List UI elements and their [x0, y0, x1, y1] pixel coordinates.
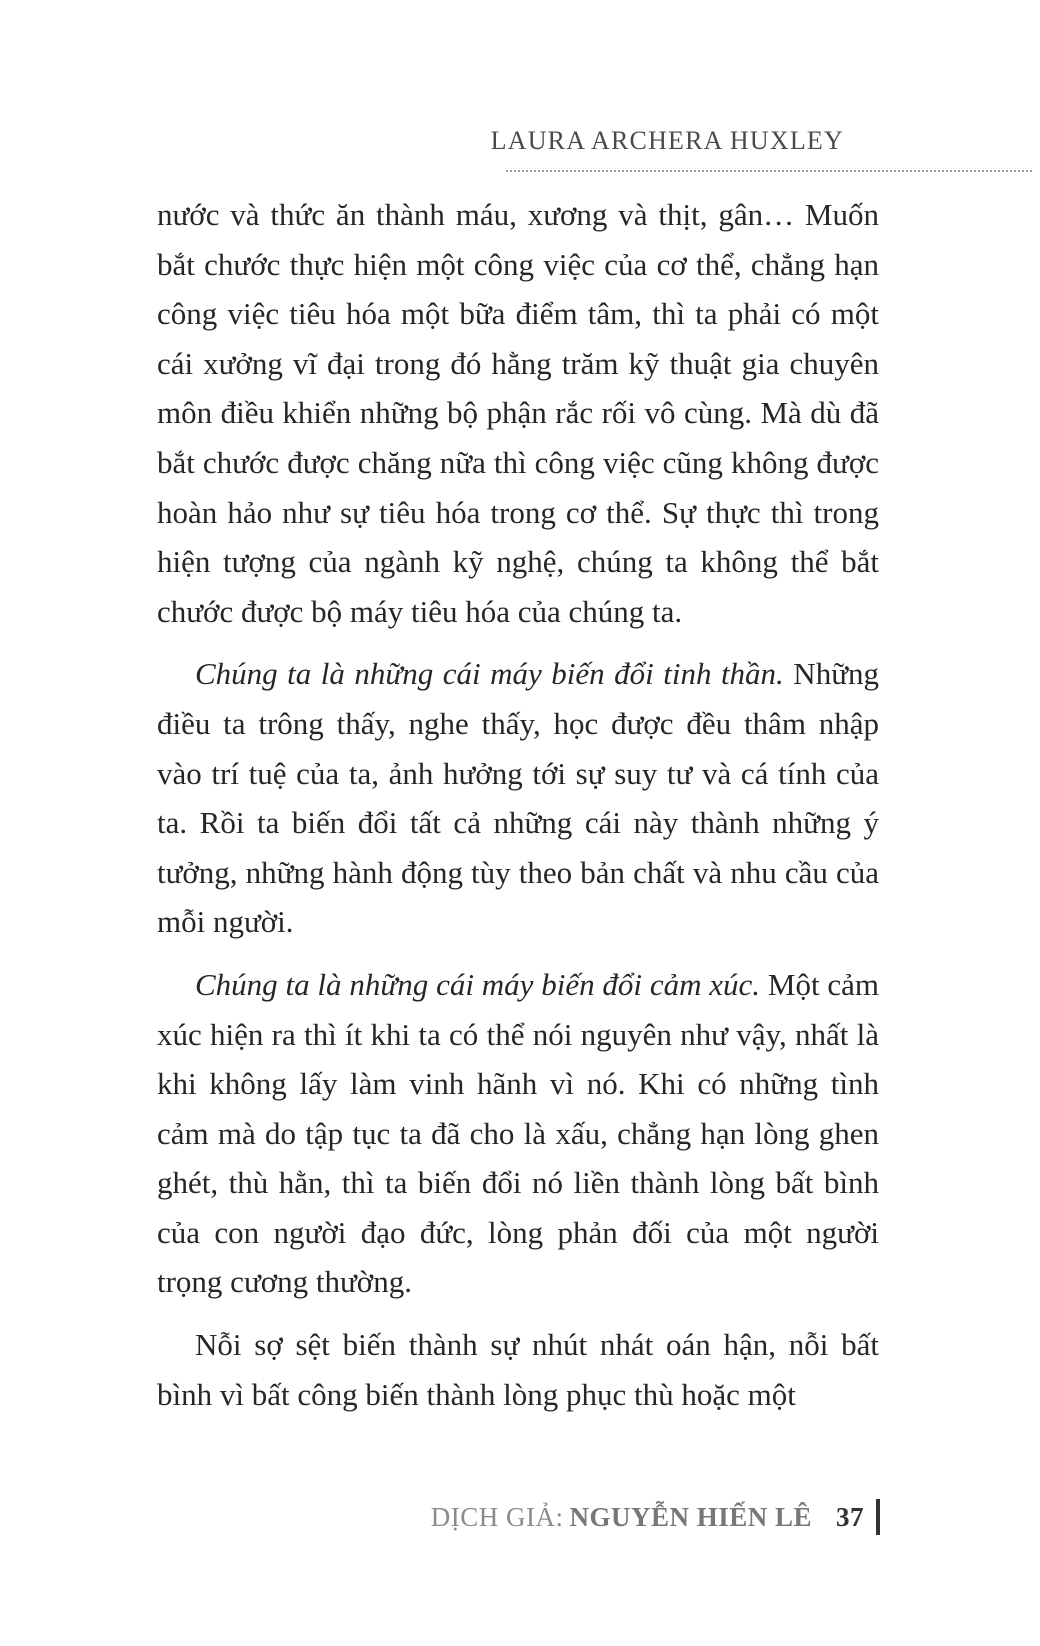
page-number: 37 — [836, 1501, 864, 1532]
page-body — [157, 190, 879, 1432]
paragraph-2 — [157, 649, 879, 947]
page-number-bar — [876, 1499, 880, 1535]
paragraph-2-emphasis: Chúng ta là những cái máy biến đổi tinh thần. — [195, 656, 784, 692]
translator-label: DỊCH GIẢ: — [430, 1501, 564, 1532]
paragraph-3 — [157, 960, 879, 1307]
paragraph-2-text: Những điều ta trông thấy, nghe thấy, học được đều thâm nhập vào trí tuệ của ta, ảnh hưởng tới sự suy tư và cá tính của ta. Rồi ta biến đổi tất cả những cái này thành những ý tưởng, những hành động tùy theo bản chất và nhu cầu của mỗi người. — [157, 656, 879, 940]
paragraph-4 — [157, 1320, 879, 1419]
paragraph-1 — [157, 190, 879, 636]
paragraph-1-text: nước và thức ăn thành máu, xương và thịt, gân… Muốn bắt chước thực hiện một công việc của cơ thể, chẳng hạn công việc tiêu hóa một bữa điểm tâm, thì ta phải có một cái xưởng vĩ đại trong đó hằng trăm kỹ thuật gia chuyên môn điều khiển những bộ phận rắc rối vô cùng. Mà dù đã bắt chước được chăng nữa thì công việc cũng không được hoàn hảo như sự tiêu hóa trong cơ thể. Sự thực thì trong hiện tượng của ngành kỹ nghệ, chúng ta không thể bắt chước được bộ máy tiêu hóa của chúng ta. — [157, 197, 879, 629]
header-dotted-rule — [506, 170, 1032, 172]
translator-name: NGUYỄN HIẾN LÊ — [569, 1501, 812, 1532]
paragraph-3-emphasis: Chúng ta là những cái máy biến đổi cảm xúc. — [195, 966, 761, 1002]
page-footer — [431, 1497, 880, 1537]
paragraph-4-text: Nỗi sợ sệt biến thành sự nhút nhát oán hận, nỗi bất bình vì bất công biến thành lòng phục thù hoặc một — [157, 1327, 879, 1412]
running-header-title: LAURA ARCHERA HUXLEY — [490, 126, 844, 155]
paragraph-3-text: Một cảm xúc hiện ra thì ít khi ta có thể nói nguyên như vậy, nhất là khi không lấy làm vinh hãnh vì nó. Khi có những tình cảm mà do tập tục ta đã cho là xấu, chẳng hạn lòng ghen ghét, thù hằn, thì ta biến đổi nó liền thành lòng bất bình của con người đạo đức, lòng phản đối của một người trọng cương thường. — [157, 966, 879, 1300]
